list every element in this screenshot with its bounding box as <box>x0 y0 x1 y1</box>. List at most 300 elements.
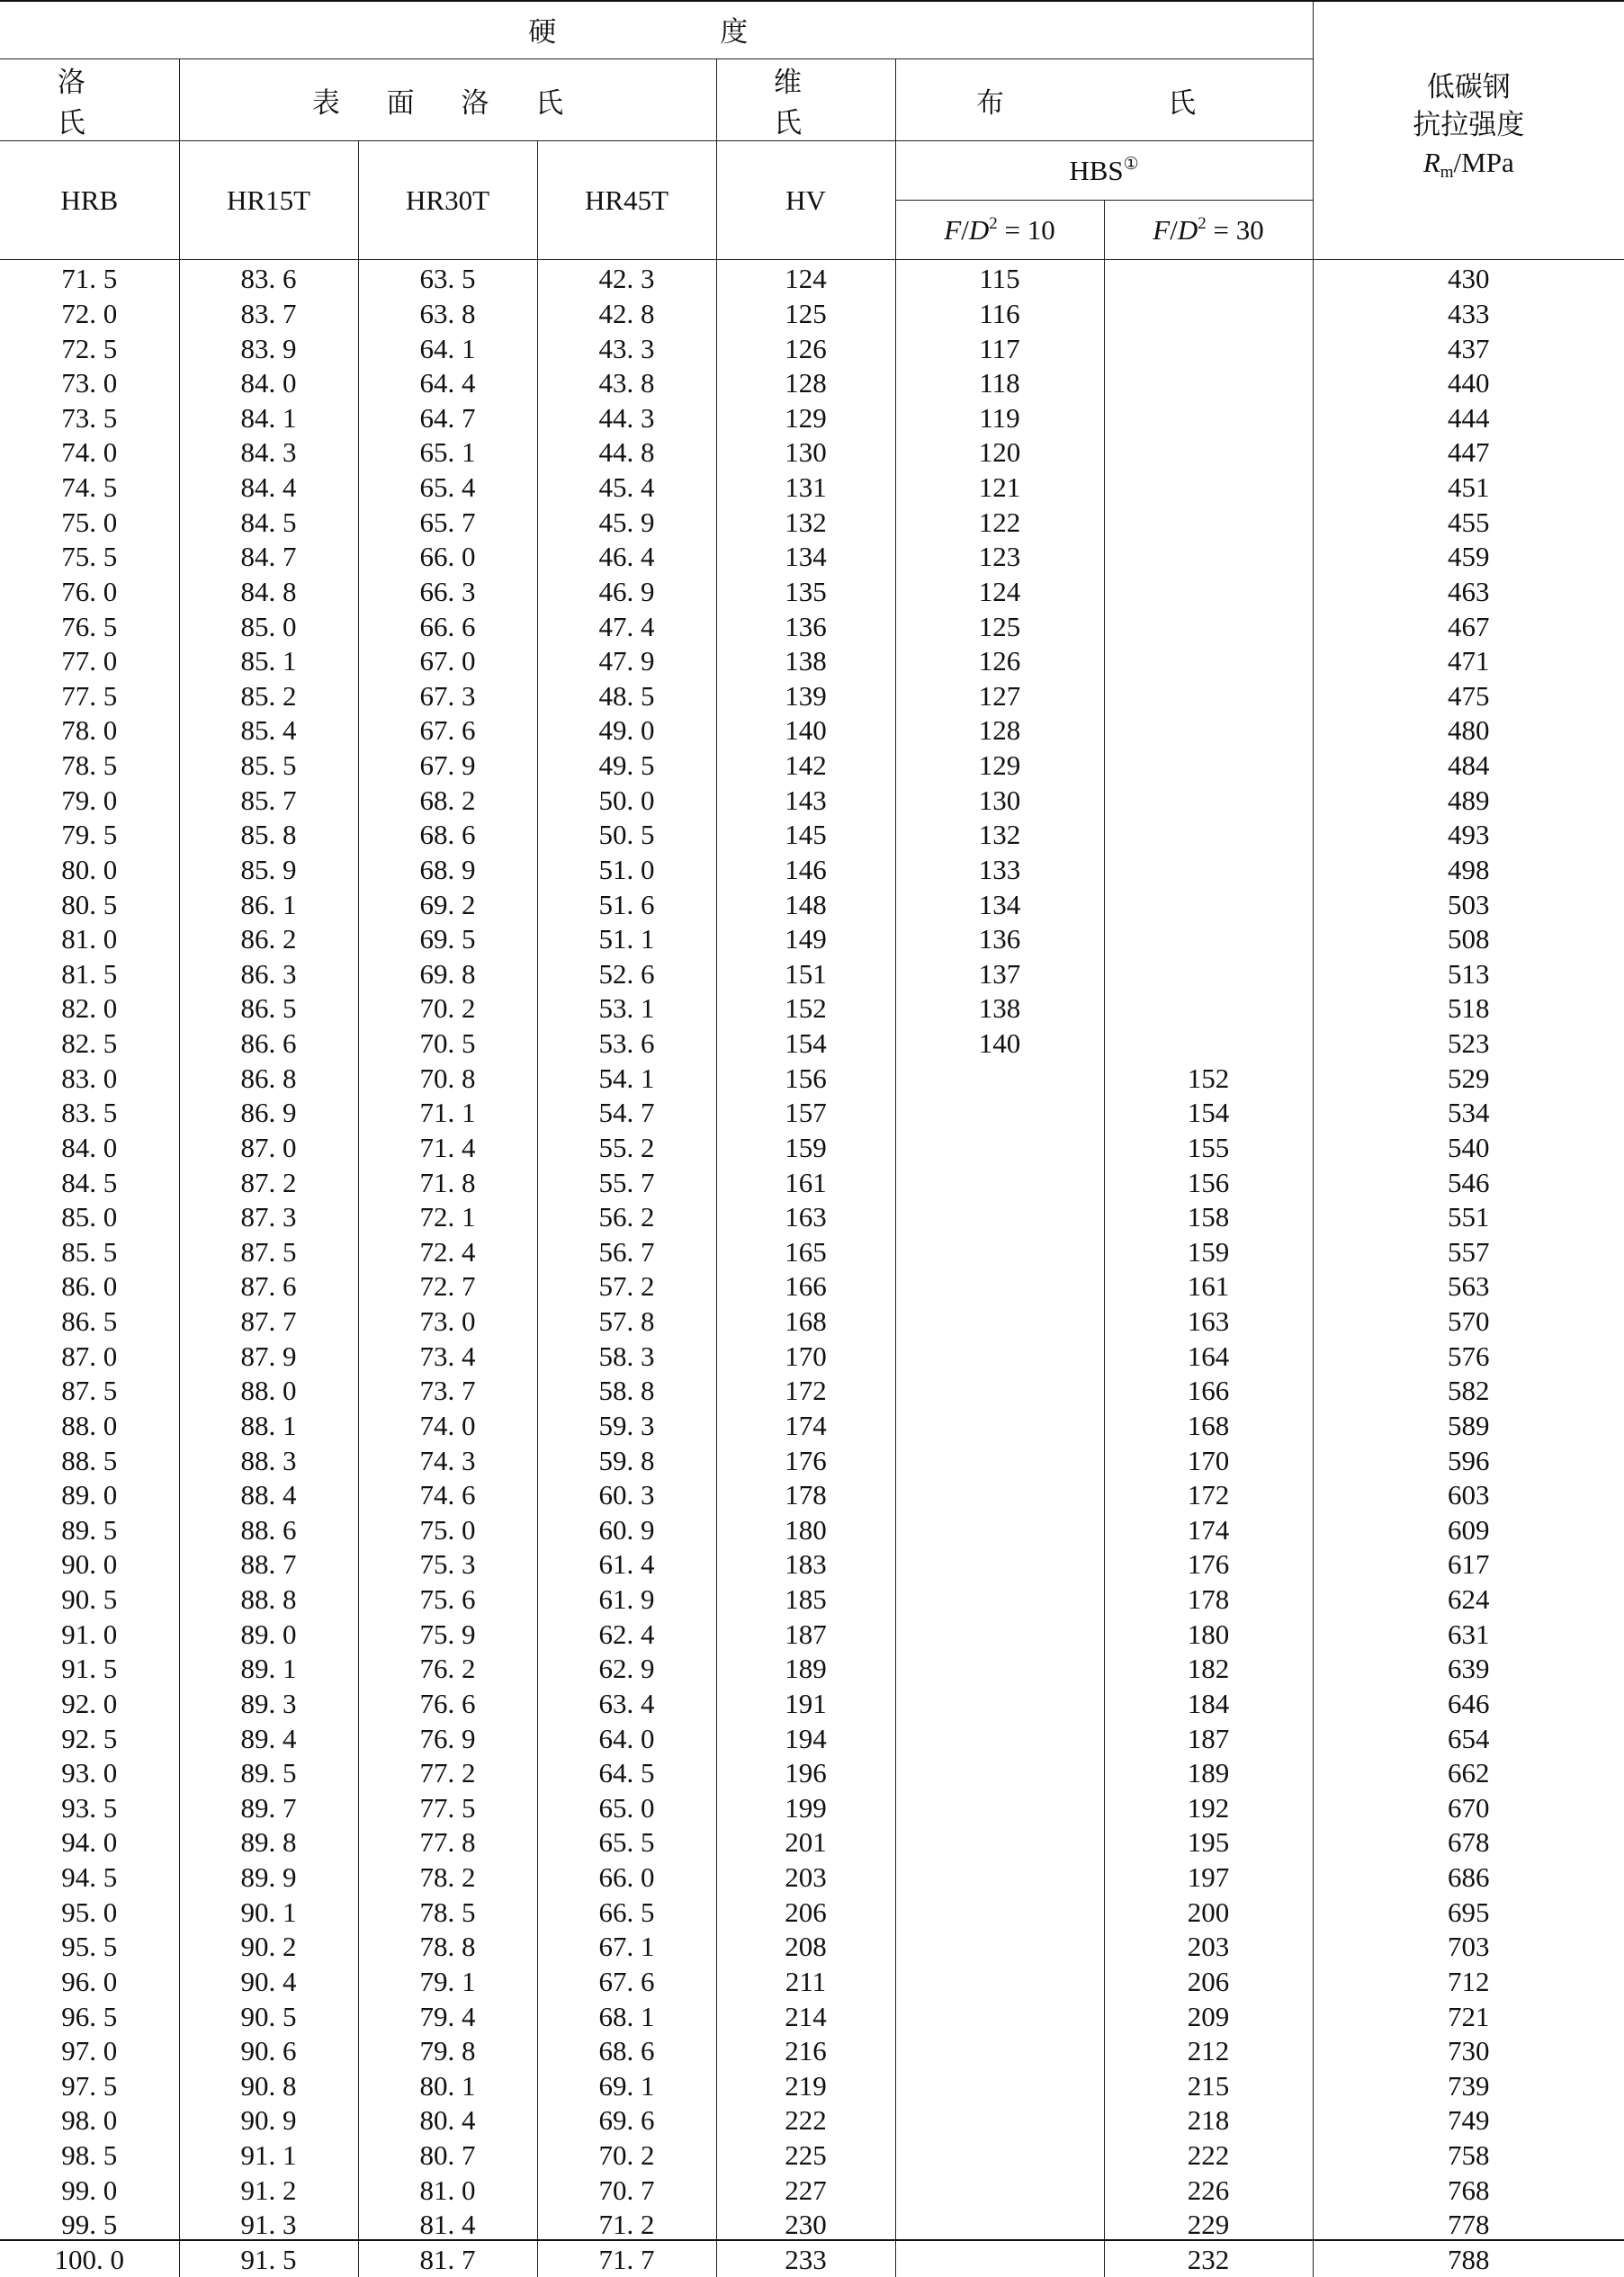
cell-hbs-10 <box>895 1582 1104 1618</box>
cell-hbs-30: 206 <box>1104 1965 1313 2000</box>
cell-hr15t: 90. 5 <box>179 1999 358 2034</box>
cell-tensile-strength: 440 <box>1313 366 1624 401</box>
cell-tensile-strength: 467 <box>1313 609 1624 644</box>
cell-hbs-10 <box>895 1339 1104 1374</box>
cell-hbs-10: 122 <box>895 505 1104 540</box>
cell-hr30t: 79. 8 <box>358 2034 537 2069</box>
cell-hbs-30: 197 <box>1104 1860 1313 1896</box>
cell-hbs-10: 128 <box>895 713 1104 749</box>
cell-hv: 196 <box>716 1756 895 1791</box>
cell-hv: 230 <box>716 2208 895 2243</box>
cell-hv: 138 <box>716 644 895 679</box>
cell-hr45t: 56. 7 <box>537 1235 716 1270</box>
cell-hbs-10 <box>895 1443 1104 1478</box>
cell-hrb: 87. 0 <box>0 1339 179 1374</box>
cell-hr30t: 67. 6 <box>358 713 537 749</box>
cell-hbs-30 <box>1104 679 1313 714</box>
cell-hbs-10: 130 <box>895 783 1104 818</box>
cell-hv: 180 <box>716 1513 895 1548</box>
table-row <box>0 1756 1624 1791</box>
cell-tensile-strength: 631 <box>1313 1617 1624 1652</box>
cell-hr45t: 53. 6 <box>537 1026 716 1062</box>
fd30-f: F <box>1153 214 1170 246</box>
cell-hbs-10: 120 <box>895 435 1104 471</box>
cell-hbs-30: 226 <box>1104 2173 1313 2208</box>
cell-hbs-10 <box>895 1061 1104 1096</box>
cell-hr30t: 66. 3 <box>358 575 537 610</box>
table-row <box>0 401 1624 436</box>
cell-hrb: 93. 5 <box>0 1791 179 1826</box>
cell-tensile-strength: 609 <box>1313 1513 1624 1548</box>
table-top-rule <box>0 0 1624 2</box>
cell-hrb: 74. 0 <box>0 435 179 471</box>
cell-hr45t: 55. 7 <box>537 1165 716 1200</box>
cell-hr45t: 69. 6 <box>537 2103 716 2138</box>
cell-hbs-10: 116 <box>895 297 1104 332</box>
cell-hr45t: 60. 3 <box>537 1478 716 1513</box>
cell-hbs-30 <box>1104 575 1313 610</box>
table-row <box>0 2103 1624 2138</box>
table-row <box>0 1235 1624 1270</box>
table-row <box>0 1860 1624 1896</box>
cell-hr30t: 63. 5 <box>358 260 537 297</box>
cell-hv: 156 <box>716 1061 895 1096</box>
cell-hr45t: 65. 0 <box>537 1791 716 1826</box>
cell-hrb: 85. 0 <box>0 1200 179 1235</box>
cell-hbs-10: 123 <box>895 540 1104 575</box>
cell-hbs-30: 192 <box>1104 1791 1313 1826</box>
cell-hr30t: 65. 7 <box>358 505 537 540</box>
cell-hv: 194 <box>716 1721 895 1756</box>
cell-hrb: 80. 5 <box>0 887 179 922</box>
cell-hr15t: 89. 8 <box>179 1825 358 1860</box>
table-row <box>0 260 1624 297</box>
cell-hrb: 96. 0 <box>0 1965 179 2000</box>
strength-subscript: m <box>1440 163 1454 182</box>
cell-hbs-10: 140 <box>895 1026 1104 1062</box>
cell-hr30t: 81. 4 <box>358 2208 537 2243</box>
cell-hr45t: 61. 9 <box>537 1582 716 1618</box>
cell-hbs-10 <box>895 2138 1104 2174</box>
cell-hbs-30: 229 <box>1104 2208 1313 2243</box>
cell-hr15t: 88. 6 <box>179 1513 358 1548</box>
cell-hv: 227 <box>716 2173 895 2208</box>
cell-hbs-30: 209 <box>1104 1999 1313 2034</box>
cell-hbs-30 <box>1104 887 1313 922</box>
cell-hr45t: 71. 2 <box>537 2208 716 2243</box>
cell-hr45t: 60. 9 <box>537 1513 716 1548</box>
table-row <box>0 1165 1624 1200</box>
cell-hv: 128 <box>716 366 895 401</box>
cell-hr45t: 71. 7 <box>537 2243 716 2277</box>
cell-hr45t: 49. 0 <box>537 713 716 749</box>
cell-hr15t: 90. 1 <box>179 1895 358 1930</box>
cell-hr15t: 85. 9 <box>179 853 358 888</box>
cell-hbs-30 <box>1104 818 1313 853</box>
strength-symbol: R <box>1423 147 1440 178</box>
cell-hv: 203 <box>716 1860 895 1896</box>
cell-hbs-10: 127 <box>895 679 1104 714</box>
cell-hr45t: 53. 1 <box>537 991 716 1026</box>
cell-hv: 131 <box>716 471 895 506</box>
cell-hbs-30 <box>1104 505 1313 540</box>
cell-hr30t: 73. 7 <box>358 1374 537 1409</box>
cell-hbs-30: 184 <box>1104 1687 1313 1722</box>
cell-hr30t: 71. 1 <box>358 1096 537 1131</box>
table-row <box>0 1582 1624 1618</box>
cell-hrb: 88. 0 <box>0 1409 179 1444</box>
cell-hrb: 79. 0 <box>0 783 179 818</box>
cell-hv: 154 <box>716 1026 895 1062</box>
cell-hrb: 86. 0 <box>0 1269 179 1304</box>
cell-hr45t: 42. 8 <box>537 297 716 332</box>
cell-tensile-strength: 695 <box>1313 1895 1624 1930</box>
table-row <box>0 575 1624 610</box>
cell-hbs-10 <box>895 1825 1104 1860</box>
cell-hv: 152 <box>716 991 895 1026</box>
cell-hbs-30 <box>1104 749 1313 784</box>
cell-tensile-strength: 686 <box>1313 1860 1624 1896</box>
table-row <box>0 1409 1624 1444</box>
table-row <box>0 818 1624 853</box>
cell-hv: 125 <box>716 297 895 332</box>
cell-tensile-strength: 447 <box>1313 435 1624 471</box>
cell-hbs-10: 126 <box>895 644 1104 679</box>
cell-hr15t: 87. 6 <box>179 1269 358 1304</box>
cell-hrb: 92. 5 <box>0 1721 179 1756</box>
cell-hrb: 94. 0 <box>0 1825 179 1860</box>
cell-hbs-10 <box>895 2208 1104 2243</box>
cell-hr15t: 89. 1 <box>179 1652 358 1687</box>
cell-hr30t: 79. 1 <box>358 1965 537 2000</box>
cell-hbs-30: 195 <box>1104 1825 1313 1860</box>
cell-hrb: 73. 5 <box>0 401 179 436</box>
header-hrb: HRB <box>0 141 179 260</box>
cell-hbs-10 <box>895 1200 1104 1235</box>
cell-hv: 233 <box>716 2243 895 2277</box>
cell-hbs-30 <box>1104 713 1313 749</box>
cell-hbs-10 <box>895 1409 1104 1444</box>
cell-hr30t: 80. 4 <box>358 2103 537 2138</box>
table-row <box>0 1200 1624 1235</box>
cell-hbs-30: 156 <box>1104 1165 1313 1200</box>
cell-hr45t: 44. 3 <box>537 401 716 436</box>
cell-hbs-30: 158 <box>1104 1200 1313 1235</box>
cell-hr15t: 87. 3 <box>179 1200 358 1235</box>
cell-hr45t: 57. 2 <box>537 1269 716 1304</box>
hbs-footnote-mark: ① <box>1124 155 1139 174</box>
cell-hr45t: 56. 2 <box>537 1200 716 1235</box>
table-row <box>0 609 1624 644</box>
cell-tensile-strength: 739 <box>1313 2069 1624 2104</box>
cell-hbs-30: 154 <box>1104 1096 1313 1131</box>
cell-hbs-30 <box>1104 1026 1313 1062</box>
cell-hr15t: 89. 7 <box>179 1791 358 1826</box>
cell-hr30t: 70. 2 <box>358 991 537 1026</box>
table-row <box>0 1478 1624 1513</box>
cell-hr30t: 63. 8 <box>358 297 537 332</box>
cell-hbs-30 <box>1104 435 1313 471</box>
table-row <box>0 2208 1624 2243</box>
cell-hv: 135 <box>716 575 895 610</box>
table-row <box>0 2069 1624 2104</box>
fd10-d: D <box>969 214 989 246</box>
cell-hr15t: 88. 4 <box>179 1478 358 1513</box>
cell-hv: 211 <box>716 1965 895 2000</box>
cell-hr30t: 76. 6 <box>358 1687 537 1722</box>
cell-hr45t: 51. 1 <box>537 922 716 957</box>
cell-tensile-strength: 551 <box>1313 1200 1624 1235</box>
cell-tensile-strength: 471 <box>1313 644 1624 679</box>
cell-hr30t: 81. 7 <box>358 2243 537 2277</box>
cell-hr30t: 72. 7 <box>358 1269 537 1304</box>
cell-hr45t: 65. 5 <box>537 1825 716 1860</box>
table-row <box>0 1791 1624 1826</box>
cell-hbs-30: 168 <box>1104 1409 1313 1444</box>
cell-hrb: 97. 5 <box>0 2069 179 2104</box>
cell-hr30t: 67. 0 <box>358 644 537 679</box>
cell-hr45t: 70. 7 <box>537 2173 716 2208</box>
cell-tensile-strength: 721 <box>1313 1999 1624 2034</box>
cell-hr30t: 78. 2 <box>358 1860 537 1896</box>
cell-hr45t: 69. 1 <box>537 2069 716 2104</box>
cell-hbs-10 <box>895 1374 1104 1409</box>
cell-hr15t: 90. 2 <box>179 1930 358 1965</box>
cell-hr30t: 65. 1 <box>358 435 537 471</box>
strength-line1: 低碳钢 <box>1427 71 1511 103</box>
cell-hv: 124 <box>716 260 895 297</box>
cell-tensile-strength: 582 <box>1313 1374 1624 1409</box>
cell-hrb: 90. 5 <box>0 1582 179 1618</box>
cell-hbs-30 <box>1104 366 1313 401</box>
cell-hr45t: 46. 4 <box>537 540 716 575</box>
cell-hr15t: 89. 0 <box>179 1617 358 1652</box>
table-row <box>0 1443 1624 1478</box>
cell-hv: 178 <box>716 1478 895 1513</box>
cell-hr30t: 64. 7 <box>358 401 537 436</box>
cell-hbs-10 <box>895 1235 1104 1270</box>
cell-hrb: 77. 0 <box>0 644 179 679</box>
cell-hr15t: 87. 9 <box>179 1339 358 1374</box>
cell-hr15t: 84. 5 <box>179 505 358 540</box>
cell-hv: 225 <box>716 2138 895 2174</box>
cell-hr15t: 91. 5 <box>179 2243 358 2277</box>
cell-hv: 143 <box>716 783 895 818</box>
cell-hv: 161 <box>716 1165 895 1200</box>
cell-hv: 199 <box>716 1791 895 1826</box>
cell-hrb: 94. 5 <box>0 1860 179 1896</box>
cell-hr45t: 44. 8 <box>537 435 716 471</box>
cell-hrb: 90. 0 <box>0 1547 179 1582</box>
cell-tensile-strength: 498 <box>1313 853 1624 888</box>
cell-tensile-strength: 596 <box>1313 1443 1624 1478</box>
cell-hr15t: 86. 6 <box>179 1026 358 1062</box>
cell-hrb: 83. 5 <box>0 1096 179 1131</box>
table-body <box>0 260 1624 2277</box>
cell-hv: 214 <box>716 1999 895 2034</box>
cell-hr15t: 85. 1 <box>179 644 358 679</box>
cell-hbs-30: 155 <box>1104 1131 1313 1166</box>
cell-hr45t: 47. 9 <box>537 644 716 679</box>
cell-tensile-strength: 788 <box>1313 2243 1624 2277</box>
cell-hrb: 95. 0 <box>0 1895 179 1930</box>
cell-hr15t: 88. 7 <box>179 1547 358 1582</box>
cell-tensile-strength: 444 <box>1313 401 1624 436</box>
cell-hr45t: 61. 4 <box>537 1547 716 1582</box>
cell-tensile-strength: 670 <box>1313 1791 1624 1826</box>
cell-hr45t: 48. 5 <box>537 679 716 714</box>
cell-tensile-strength: 459 <box>1313 540 1624 575</box>
cell-hr45t: 49. 5 <box>537 749 716 784</box>
header-hr30t: HR30T <box>358 141 537 260</box>
table-header <box>0 0 1624 260</box>
strength-unit: /MPa <box>1454 147 1514 178</box>
header-surface-rockwell: 表 面 洛 氏 <box>179 59 716 141</box>
cell-hbs-30 <box>1104 644 1313 679</box>
cell-hr30t: 80. 1 <box>358 2069 537 2104</box>
cell-hr15t: 89. 5 <box>179 1756 358 1791</box>
table-row <box>0 471 1624 506</box>
cell-hr15t: 87. 5 <box>179 1235 358 1270</box>
cell-hr45t: 68. 6 <box>537 2034 716 2069</box>
cell-hr30t: 68. 9 <box>358 853 537 888</box>
cell-hbs-30 <box>1104 853 1313 888</box>
cell-hv: 142 <box>716 749 895 784</box>
cell-hbs-10 <box>895 1791 1104 1826</box>
cell-hbs-30 <box>1104 609 1313 644</box>
cell-hr15t: 86. 3 <box>179 957 358 992</box>
cell-hbs-30: 161 <box>1104 1269 1313 1304</box>
cell-hr15t: 91. 3 <box>179 2208 358 2243</box>
cell-hr15t: 84. 0 <box>179 366 358 401</box>
cell-hr15t: 88. 3 <box>179 1443 358 1478</box>
cell-hr30t: 71. 4 <box>358 1131 537 1166</box>
header-vickers: 维 氏 <box>716 59 895 141</box>
cell-hrb: 72. 5 <box>0 331 179 366</box>
cell-hbs-10 <box>895 1513 1104 1548</box>
table-row <box>0 1999 1624 2034</box>
cell-hbs-10: 117 <box>895 331 1104 366</box>
cell-tensile-strength: 437 <box>1313 331 1624 366</box>
cell-hr15t: 90. 6 <box>179 2034 358 2069</box>
cell-hbs-30 <box>1104 922 1313 957</box>
cell-hr30t: 73. 4 <box>358 1339 537 1374</box>
cell-hr45t: 58. 8 <box>537 1374 716 1409</box>
cell-hbs-30 <box>1104 540 1313 575</box>
header-hr45t: HR45T <box>537 141 716 260</box>
cell-hr30t: 68. 6 <box>358 818 537 853</box>
cell-hr30t: 74. 6 <box>358 1478 537 1513</box>
header-rockwell: 洛 氏 <box>0 59 179 141</box>
cell-hv: 170 <box>716 1339 895 1374</box>
cell-hr45t: 51. 0 <box>537 853 716 888</box>
header-hardness: 硬 度 <box>0 0 1313 59</box>
cell-tensile-strength: 589 <box>1313 1409 1624 1444</box>
cell-hr15t: 88. 0 <box>179 1374 358 1409</box>
cell-hr45t: 63. 4 <box>537 1687 716 1722</box>
cell-tensile-strength: 534 <box>1313 1096 1624 1131</box>
cell-hv: 149 <box>716 922 895 957</box>
cell-hbs-10 <box>895 2173 1104 2208</box>
table-row <box>0 957 1624 992</box>
cell-hbs-30: 176 <box>1104 1547 1313 1582</box>
cell-hr15t: 86. 8 <box>179 1061 358 1096</box>
cell-hr45t: 59. 3 <box>537 1409 716 1444</box>
cell-hv: 219 <box>716 2069 895 2104</box>
cell-hrb: 92. 0 <box>0 1687 179 1722</box>
cell-hrb: 75. 0 <box>0 505 179 540</box>
cell-hr30t: 70. 8 <box>358 1061 537 1096</box>
table-row <box>0 297 1624 332</box>
fd30-exp: 2 <box>1198 214 1207 233</box>
cell-hv: 185 <box>716 1582 895 1618</box>
cell-tensile-strength: 513 <box>1313 957 1624 992</box>
cell-hr15t: 90. 8 <box>179 2069 358 2104</box>
cell-tensile-strength: 503 <box>1313 887 1624 922</box>
cell-hbs-10: 115 <box>895 260 1104 297</box>
cell-tensile-strength: 730 <box>1313 2034 1624 2069</box>
cell-hr30t: 66. 0 <box>358 540 537 575</box>
cell-hr15t: 87. 2 <box>179 1165 358 1200</box>
cell-hr30t: 71. 8 <box>358 1165 537 1200</box>
cell-tensile-strength: 493 <box>1313 818 1624 853</box>
cell-hbs-10 <box>895 2069 1104 2104</box>
cell-hv: 130 <box>716 435 895 471</box>
cell-hr30t: 67. 3 <box>358 679 537 714</box>
cell-hv: 163 <box>716 1200 895 1235</box>
cell-hrb: 84. 0 <box>0 1131 179 1166</box>
cell-hr45t: 70. 2 <box>537 2138 716 2174</box>
cell-hrb: 97. 0 <box>0 2034 179 2069</box>
table-bottom-rule <box>0 2239 1624 2241</box>
fd10-value: = 10 <box>998 214 1055 246</box>
table-row <box>0 366 1624 401</box>
cell-hv: 136 <box>716 609 895 644</box>
cell-tensile-strength: 678 <box>1313 1825 1624 1860</box>
cell-tensile-strength: 480 <box>1313 713 1624 749</box>
cell-hbs-10 <box>895 1617 1104 1652</box>
cell-hr30t: 64. 1 <box>358 331 537 366</box>
cell-hrb: 76. 5 <box>0 609 179 644</box>
cell-hr30t: 77. 8 <box>358 1825 537 1860</box>
cell-hbs-30: 159 <box>1104 1235 1313 1270</box>
cell-hv: 132 <box>716 505 895 540</box>
cell-hr15t: 88. 8 <box>179 1582 358 1618</box>
cell-hv: 176 <box>716 1443 895 1478</box>
cell-hrb: 80. 0 <box>0 853 179 888</box>
cell-hr15t: 83. 9 <box>179 331 358 366</box>
cell-hbs-10: 124 <box>895 575 1104 610</box>
cell-hrb: 99. 0 <box>0 2173 179 2208</box>
cell-hr30t: 78. 8 <box>358 1930 537 1965</box>
cell-hbs-10 <box>895 2103 1104 2138</box>
cell-hrb: 88. 5 <box>0 1443 179 1478</box>
table-row <box>0 1513 1624 1548</box>
cell-hr45t: 52. 6 <box>537 957 716 992</box>
cell-tensile-strength: 475 <box>1313 679 1624 714</box>
cell-hr45t: 62. 4 <box>537 1617 716 1652</box>
cell-hv: 140 <box>716 713 895 749</box>
cell-hbs-30: 180 <box>1104 1617 1313 1652</box>
cell-hr45t: 46. 9 <box>537 575 716 610</box>
cell-tensile-strength: 617 <box>1313 1547 1624 1582</box>
cell-tensile-strength: 546 <box>1313 1165 1624 1200</box>
cell-hrb: 82. 5 <box>0 1026 179 1062</box>
hbs-label: HBS <box>1069 155 1123 186</box>
header-hv: HV <box>716 141 895 260</box>
cell-hv: 145 <box>716 818 895 853</box>
cell-hr15t: 85. 7 <box>179 783 358 818</box>
